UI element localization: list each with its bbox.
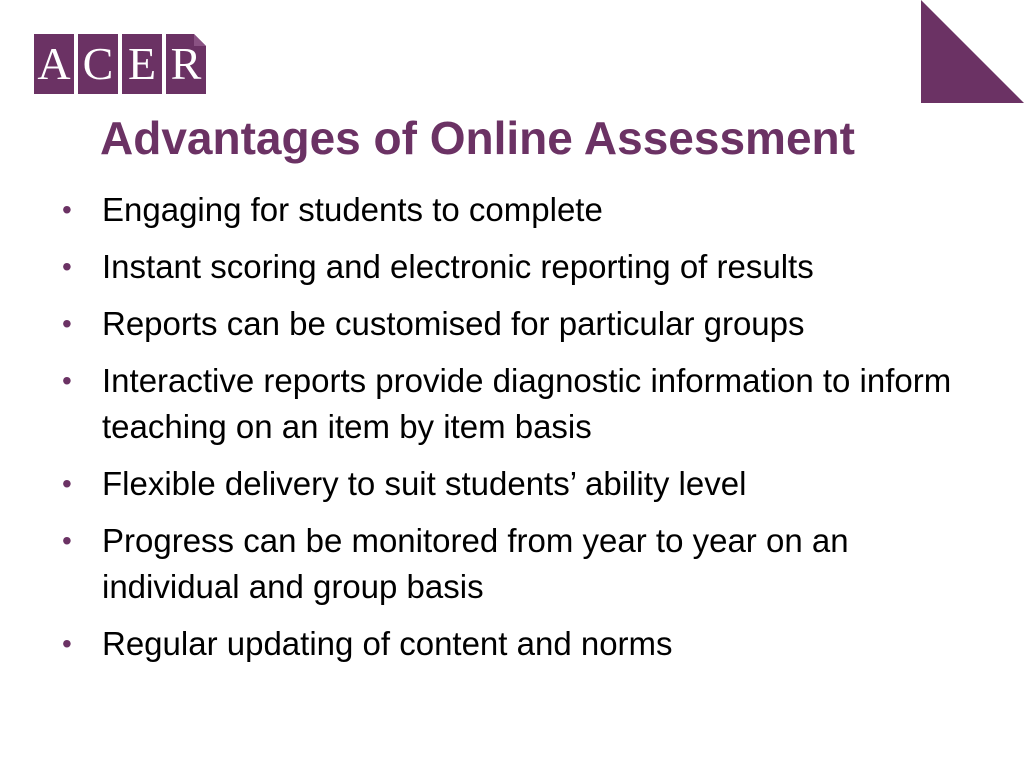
bullet-icon: •	[62, 308, 72, 339]
bullet-text: Regular updating of content and norms	[102, 625, 673, 662]
bullet-item	[60, 244, 990, 290]
bullet-icon: •	[62, 468, 72, 499]
bullet-icon: •	[62, 251, 72, 282]
bullet-icon: •	[62, 194, 72, 225]
logo-letter-e: E	[122, 34, 162, 94]
acer-logo	[34, 34, 206, 94]
corner-triangle-shape	[921, 0, 1024, 103]
bullet-text: Engaging for students to complete	[102, 191, 603, 228]
bullet-item	[60, 301, 990, 347]
bullet-text: Instant scoring and electronic reporting of results	[102, 248, 814, 285]
corner-triangle-decoration	[921, 0, 1024, 103]
logo-letter-a: A	[34, 34, 74, 94]
bullet-text: Reports can be customised for particular groups	[102, 305, 805, 342]
bullet-item	[60, 621, 990, 667]
bullet-list	[60, 187, 990, 678]
bullet-icon: •	[62, 365, 72, 396]
logo-letter-r: R	[166, 34, 206, 94]
bullet-text: Flexible delivery to suit students’ ability level	[102, 465, 747, 502]
slide-title: Advantages of Online Assessment	[100, 112, 855, 164]
bullet-item	[60, 518, 990, 610]
bullet-text: Progress can be monitored from year to year on an individual and group basis	[102, 522, 849, 605]
bullet-icon: •	[62, 525, 72, 556]
bullet-item	[60, 358, 990, 450]
bullet-item	[60, 187, 990, 233]
bullet-text: Interactive reports provide diagnostic information to inform teaching on an item by item basis	[102, 362, 952, 445]
logo-letter-c: C	[78, 34, 118, 94]
bullet-item	[60, 461, 990, 507]
bullet-icon: •	[62, 628, 72, 659]
